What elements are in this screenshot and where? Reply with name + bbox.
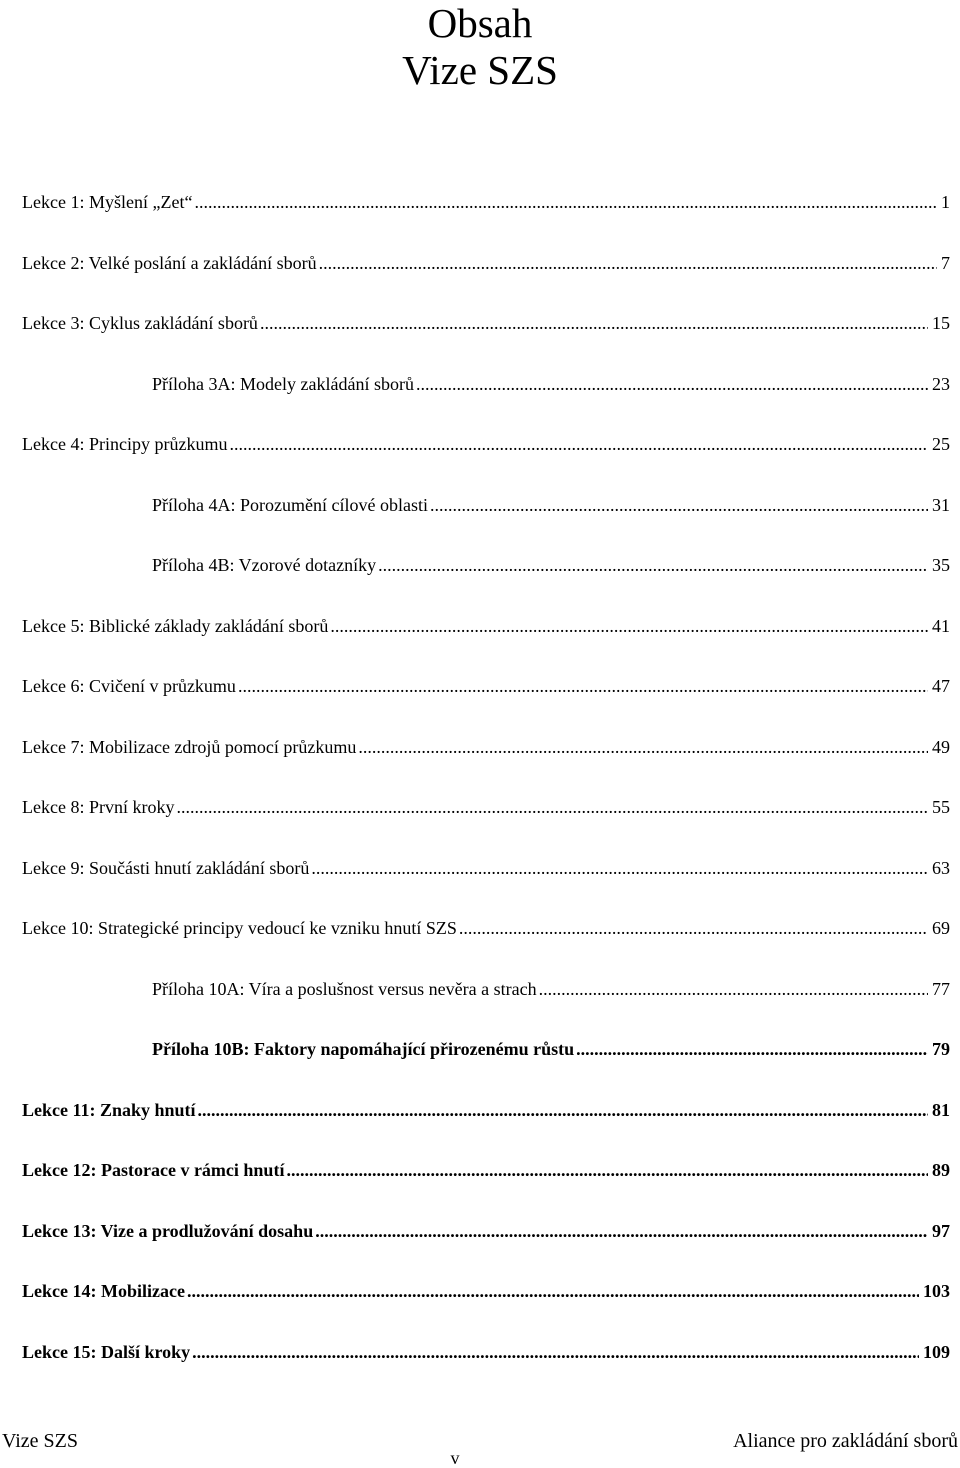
toc-entry[interactable]	[22, 916, 950, 940]
toc-dot-leader	[330, 614, 928, 638]
toc-entry-label: Lekce 12: Pastorace v rámci hnutí	[22, 1160, 285, 1180]
toc-dot-leader	[187, 1279, 919, 1303]
toc-entry-label: Lekce 11: Znaky hnutí	[22, 1100, 196, 1120]
toc-entry-page-number: 7	[941, 253, 950, 273]
toc-entry-page-number: 15	[932, 313, 950, 333]
toc-entry-page-number: 49	[932, 737, 950, 757]
title-heading: Obsah	[427, 0, 533, 46]
toc-entry-page-number: 47	[932, 676, 950, 696]
toc-entry[interactable]	[22, 856, 950, 880]
toc-entry-page-number: 63	[932, 858, 950, 878]
toc-dot-leader	[430, 493, 928, 517]
toc-dot-leader	[459, 916, 928, 940]
toc-entry[interactable]	[152, 493, 950, 517]
toc-entry[interactable]	[22, 251, 950, 275]
toc-entry-page-number: 23	[932, 374, 950, 394]
toc-dot-leader	[198, 1098, 928, 1122]
toc-dot-leader	[176, 795, 928, 819]
toc-entry[interactable]	[22, 674, 950, 698]
toc-dot-leader	[576, 1037, 928, 1061]
toc-entry-page-number: 1	[941, 192, 950, 212]
toc-entry-label: Lekce 15: Další kroky	[22, 1342, 191, 1362]
toc-dot-leader	[192, 1340, 919, 1364]
toc-entry[interactable]	[152, 977, 950, 1001]
toc-entry[interactable]	[22, 432, 950, 456]
subtitle-heading: Vize SZS	[402, 47, 558, 93]
toc-entry[interactable]	[152, 1037, 950, 1061]
toc-entry-label: Lekce 5: Biblické základy zakládání sborů	[22, 616, 329, 636]
toc-entry-page-number: 31	[932, 495, 950, 515]
toc-entry-label: Lekce 7: Mobilizace zdrojů pomocí průzkumu	[22, 737, 357, 757]
toc-entry[interactable]	[22, 311, 950, 335]
toc-dot-leader	[319, 251, 937, 275]
toc-entry-page-number: 109	[923, 1342, 950, 1362]
toc-entry-label: Příloha 3A: Modely zakládání sborů	[152, 374, 414, 394]
toc-entry-page-number: 81	[932, 1100, 950, 1120]
toc-entry-page-number: 103	[923, 1281, 950, 1301]
toc-entry-label: Příloha 10B: Faktory napomáhající přirozenému růstu	[152, 1039, 575, 1059]
toc-entry[interactable]	[22, 795, 950, 819]
toc-entry[interactable]	[22, 190, 950, 214]
footer-page-number: v	[450, 1448, 460, 1468]
toc-dot-leader	[260, 311, 928, 335]
toc-entry-label: Příloha 10A: Víra a poslušnost versus nevěra a strach	[152, 979, 537, 999]
toc-entry-page-number: 55	[932, 797, 950, 817]
toc-dot-leader	[358, 735, 928, 759]
toc-entry-label: Lekce 3: Cyklus zakládání sborů	[22, 313, 258, 333]
toc-entry[interactable]	[22, 1279, 950, 1303]
toc-entry-page-number: 41	[932, 616, 950, 636]
toc-entry[interactable]	[152, 372, 950, 396]
toc-entry[interactable]	[22, 1158, 950, 1182]
toc-entry[interactable]	[22, 1340, 950, 1364]
toc-entry-label: Lekce 1: Myšlení „Zet“	[22, 192, 193, 212]
toc-entry-page-number: 89	[932, 1160, 950, 1180]
toc-entry-page-number: 77	[932, 979, 950, 999]
toc-entry[interactable]	[22, 1098, 950, 1122]
toc-dot-leader	[229, 432, 928, 456]
toc-entry-label: Lekce 14: Mobilizace	[22, 1281, 185, 1301]
footer-right-text: Aliance pro zakládání sborů	[733, 1430, 958, 1452]
toc-dot-leader	[416, 372, 928, 396]
toc-entry-label: Lekce 13: Vize a prodlužování dosahu	[22, 1221, 314, 1241]
toc-entry-page-number: 35	[932, 555, 950, 575]
document-title	[0, 0, 960, 93]
toc-dot-leader	[378, 553, 928, 577]
toc-entry-label: Lekce 4: Principy průzkumu	[22, 434, 228, 454]
toc-entry-page-number: 97	[932, 1221, 950, 1241]
toc-dot-leader	[539, 977, 928, 1001]
toc-entry[interactable]	[22, 735, 950, 759]
toc-entry-label: Lekce 9: Součásti hnutí zakládání sborů	[22, 858, 310, 878]
toc-entry-page-number: 25	[932, 434, 950, 454]
toc-entry-label: Lekce 10: Strategické principy vedoucí ke vzniku hnutí SZS	[22, 918, 457, 938]
toc-entry-label: Lekce 6: Cvičení v průzkumu	[22, 676, 236, 696]
footer-left-text: Vize SZS	[2, 1430, 79, 1452]
toc-entry[interactable]	[152, 553, 950, 577]
toc-entry-label: Lekce 2: Velké poslání a zakládání sborů	[22, 253, 317, 273]
toc-dot-leader	[311, 856, 928, 880]
toc-dot-leader	[315, 1219, 928, 1243]
toc-entry-page-number: 69	[932, 918, 950, 938]
toc-entry[interactable]	[22, 1219, 950, 1243]
toc-entry-label: Lekce 8: První kroky	[22, 797, 175, 817]
toc-entry[interactable]	[22, 614, 950, 638]
toc-dot-leader	[286, 1158, 928, 1182]
toc-entry-label: Příloha 4B: Vzorové dotazníky	[152, 555, 377, 575]
toc-entry-page-number: 79	[932, 1039, 950, 1059]
toc-dot-leader	[238, 674, 928, 698]
toc-entry-label: Příloha 4A: Porozumění cílové oblasti	[152, 495, 428, 515]
toc-dot-leader	[194, 190, 937, 214]
